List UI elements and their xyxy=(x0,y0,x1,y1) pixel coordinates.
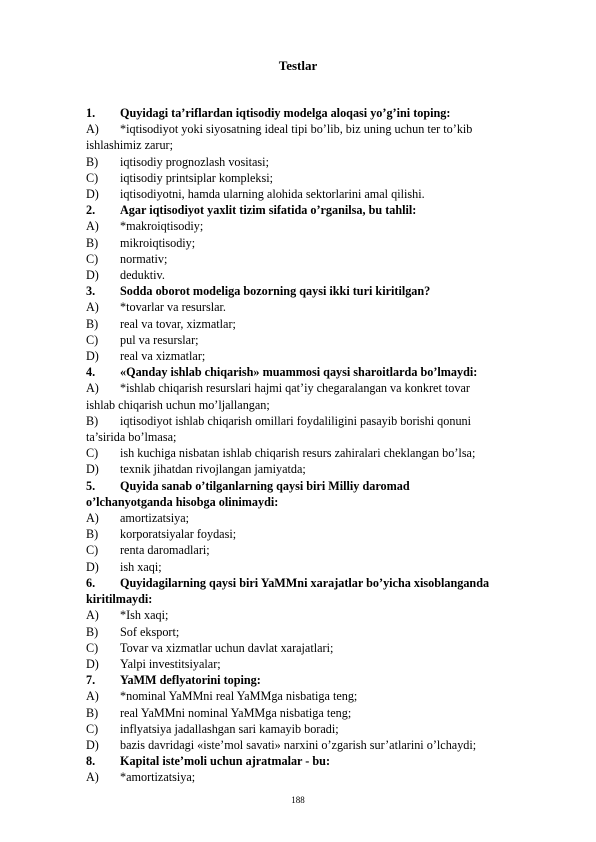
option-text: iqtisodiyot ishlab chiqarish omillari foydaliligini pasayib borishi qonuni xyxy=(120,413,472,428)
option-text: deduktiv. xyxy=(120,268,165,283)
option-label: A) xyxy=(86,689,99,704)
option-label: C) xyxy=(86,446,99,461)
option-line xyxy=(86,186,552,202)
option-line xyxy=(86,769,552,785)
option-line xyxy=(86,170,552,186)
option-line xyxy=(86,542,552,558)
option-text: Yalpi investitsiyalar; xyxy=(120,656,221,671)
question-line xyxy=(86,202,552,218)
option-label: D) xyxy=(86,559,99,574)
question-text: Kapital iste’moli uchun ajratmalar - bu: xyxy=(120,754,331,769)
question-number: 3. xyxy=(86,284,96,299)
option-line xyxy=(86,251,552,267)
option-label: A) xyxy=(86,381,99,396)
option-label: A) xyxy=(86,770,99,785)
question-text: Agar iqtisodiyot yaxlit tizim sifatida o’rganilsa, bu tahlil: xyxy=(120,203,417,218)
option-text: bazis davridagi «iste’mol savati» narxini o’zgarish sur’atlarini o’lchaydi; xyxy=(120,737,477,752)
option-label: D) xyxy=(86,656,99,671)
option-text: amortizatsiya; xyxy=(120,511,190,526)
question-number: 8. xyxy=(86,754,96,769)
option-line xyxy=(86,380,552,396)
option-label: A) xyxy=(86,511,99,526)
option-line xyxy=(86,267,552,283)
option-text: renta daromadlari; xyxy=(120,543,210,558)
option-label: D) xyxy=(86,187,99,202)
option-label: C) xyxy=(86,251,99,266)
option-label: B) xyxy=(86,413,99,428)
option-label: C) xyxy=(86,543,99,558)
question-number: 5. xyxy=(86,478,96,493)
option-label: C) xyxy=(86,332,99,347)
option-label: D) xyxy=(86,737,99,752)
question-line xyxy=(86,478,552,494)
option-label: B) xyxy=(86,235,99,250)
option-line xyxy=(86,348,552,364)
option-label: D) xyxy=(86,349,99,364)
option-label: C) xyxy=(86,640,99,655)
option-text: *ishlab chiqarish resurslari hajmi qat’iy chegaralangan va konkret tovar xyxy=(120,381,470,396)
option-line xyxy=(86,121,552,137)
option-line xyxy=(86,737,552,753)
question-line xyxy=(86,575,552,591)
option-text: pul va resurslar; xyxy=(120,332,199,347)
question-number: 2. xyxy=(86,203,96,218)
option-continuation: ta’sirida bo’lmasa; xyxy=(86,430,177,445)
question-line xyxy=(86,364,552,380)
option-line xyxy=(86,721,552,737)
option-text: *tovarlar va resurslar. xyxy=(120,300,226,315)
test-questions xyxy=(86,105,552,786)
question-text: Quyidagilarning qaysi biri YaMMni xarajatlar bo’yicha xisoblanganda xyxy=(120,575,490,590)
option-continuation: ishlab chiqarish uchun mo’ljallangan; xyxy=(86,397,270,412)
question-text: «Qanday ishlab chiqarish» muammosi qaysi sharoitlarda bo’lmaydi: xyxy=(120,365,478,380)
option-text: iqtisodiy prognozlash vositasi; xyxy=(120,154,269,169)
option-line xyxy=(86,316,552,332)
option-line xyxy=(86,607,552,623)
page-title: Testlar xyxy=(278,58,318,73)
option-line xyxy=(86,332,552,348)
question-text: Quyidagi ta’riflardan iqtisodiy modelga aloqasi yo’g’ini toping: xyxy=(120,106,451,120)
question-continuation: o’lchanyotganda hisobga olinimaydi: xyxy=(86,494,279,509)
option-text: Sof eksport; xyxy=(120,624,180,639)
option-line xyxy=(86,413,552,429)
question-text: YaMM deflyatorini toping: xyxy=(120,673,261,688)
option-text: texnik jihatdan rivojlangan jamiyatda; xyxy=(120,462,306,477)
option-label: C) xyxy=(86,170,99,185)
option-line xyxy=(86,656,552,672)
option-line xyxy=(86,688,552,704)
option-line xyxy=(86,299,552,315)
question-text: Quyida sanab o’tilganlarning qaysi biri Milliy daromad xyxy=(120,478,410,493)
question-number: 7. xyxy=(86,673,96,688)
option-text: iqtisodiyotni, hamda ularning alohida sektorlarini amal qilishi. xyxy=(120,187,425,202)
option-label: B) xyxy=(86,705,99,720)
option-continuation: ishlashimiz zarur; xyxy=(86,138,173,153)
option-line xyxy=(86,218,552,234)
option-line xyxy=(86,154,552,170)
question-number: 4. xyxy=(86,365,96,380)
question-line xyxy=(86,283,552,299)
option-text: iqtisodiy printsiplar kompleksi; xyxy=(120,170,274,185)
question-line xyxy=(86,672,552,688)
option-line xyxy=(86,461,552,477)
question-number: 6. xyxy=(86,575,96,590)
option-text: *Ish xaqi; xyxy=(120,608,169,623)
option-text: inflyatsiya jadallashgan sari kamayib boradi; xyxy=(120,721,339,736)
option-label: B) xyxy=(86,527,99,542)
option-label: B) xyxy=(86,316,99,331)
option-text: real va tovar, xizmatlar; xyxy=(120,316,236,331)
option-line xyxy=(86,445,552,461)
option-text: *amortizatsiya; xyxy=(120,770,196,785)
option-line xyxy=(86,705,552,721)
page-number: 188 xyxy=(291,795,305,805)
option-text: mikroiqtisodiy; xyxy=(120,235,196,250)
question-continuation: kiritilmaydi: xyxy=(86,592,153,607)
option-text: korporatsiyalar foydasi; xyxy=(120,527,237,542)
option-label: A) xyxy=(86,300,99,315)
option-line xyxy=(86,510,552,526)
option-text: ish kuchiga nisbatan ishlab chiqarish resurs zahiralari cheklangan bo’lsa; xyxy=(120,446,476,461)
option-label: C) xyxy=(86,721,99,736)
option-text: normativ; xyxy=(120,251,168,266)
option-label: B) xyxy=(86,624,99,639)
question-number: 1. xyxy=(86,106,96,120)
option-label: D) xyxy=(86,462,99,477)
option-label: A) xyxy=(86,219,99,234)
option-line xyxy=(86,235,552,251)
option-line xyxy=(86,526,552,542)
option-label: A) xyxy=(86,122,99,137)
option-line xyxy=(86,559,552,575)
question-line xyxy=(86,105,552,121)
option-text: real va xizmatlar; xyxy=(120,349,206,364)
option-text: *iqtisodiyot yoki siyosatning ideal tipi bo’lib, biz uning uchun ter to’kib xyxy=(120,122,473,137)
option-label: A) xyxy=(86,608,99,623)
option-text: Tovar va xizmatlar uchun davlat xarajatlari; xyxy=(120,640,334,655)
option-line xyxy=(86,640,552,656)
option-label: B) xyxy=(86,154,99,169)
option-text: ish xaqi; xyxy=(120,559,162,574)
option-text: *nominal YaMMni real YaMMga nisbatiga teng; xyxy=(120,689,358,704)
option-label: D) xyxy=(86,268,99,283)
option-text: *makroiqtisodiy; xyxy=(120,219,204,234)
option-text: real YaMMni nominal YaMMga nisbatiga teng; xyxy=(120,705,352,720)
question-line xyxy=(86,753,552,769)
question-text: Sodda oborot modeliga bozorning qaysi ikki turi kiritilgan? xyxy=(120,284,431,299)
option-line xyxy=(86,624,552,640)
